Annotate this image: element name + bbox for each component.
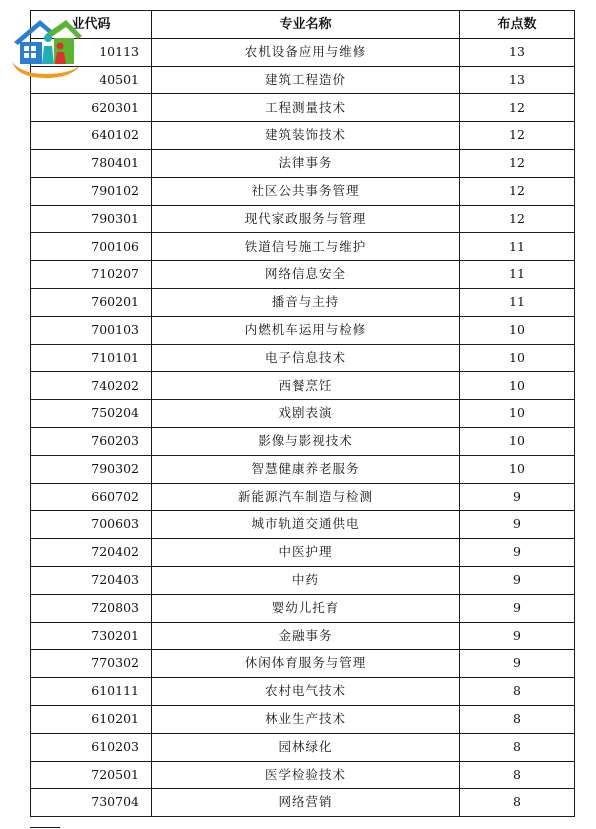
name-cell: 智慧健康养老服务 (152, 455, 460, 483)
code-cell: 620301 (31, 94, 152, 122)
count-cell: 8 (460, 705, 575, 733)
table-row (31, 705, 575, 733)
table-row (31, 66, 575, 94)
name-cell: 网络营销 (152, 789, 460, 817)
code-cell: 780401 (31, 149, 152, 177)
count-cell: 9 (460, 511, 575, 539)
code-cell: 720403 (31, 566, 152, 594)
table-row (31, 94, 575, 122)
count-cell: 11 (460, 233, 575, 261)
name-cell: 电子信息技术 (152, 344, 460, 372)
count-cell: 9 (460, 594, 575, 622)
count-cell: 8 (460, 678, 575, 706)
name-cell: 中药 (152, 566, 460, 594)
code-cell: 700103 (31, 316, 152, 344)
header-count: 布点数 (460, 11, 575, 39)
name-cell: 城市轨道交通供电 (152, 511, 460, 539)
table-row (31, 205, 575, 233)
name-cell: 建筑装饰技术 (152, 122, 460, 150)
table-row (31, 149, 575, 177)
count-cell: 8 (460, 733, 575, 761)
count-cell: 11 (460, 261, 575, 289)
code-cell: 610203 (31, 733, 152, 761)
count-cell: 13 (460, 66, 575, 94)
count-cell: 9 (460, 483, 575, 511)
name-cell: 影像与影视技术 (152, 427, 460, 455)
name-cell: 内燃机车运用与检修 (152, 316, 460, 344)
code-cell: 700603 (31, 511, 152, 539)
name-cell: 工程测量技术 (152, 94, 460, 122)
name-cell: 社区公共事务管理 (152, 177, 460, 205)
table-body (31, 38, 575, 816)
code-cell: 760203 (31, 427, 152, 455)
code-cell: 710101 (31, 344, 152, 372)
code-cell: 790302 (31, 455, 152, 483)
table-row (31, 622, 575, 650)
table-row (31, 122, 575, 150)
code-cell: 610201 (31, 705, 152, 733)
code-cell: 730201 (31, 622, 152, 650)
code-cell: 720803 (31, 594, 152, 622)
name-cell: 铁道信号施工与维护 (152, 233, 460, 261)
table-row (31, 400, 575, 428)
table-row (31, 594, 575, 622)
table-row (31, 650, 575, 678)
name-cell: 金融事务 (152, 622, 460, 650)
name-cell: 园林绿化 (152, 733, 460, 761)
code-cell: 720402 (31, 539, 152, 567)
table-row (31, 678, 575, 706)
code-cell: 710207 (31, 261, 152, 289)
count-cell: 8 (460, 789, 575, 817)
name-cell: 农机设备应用与维修 (152, 38, 460, 66)
header-name: 专业名称 (152, 11, 460, 39)
table-row (31, 344, 575, 372)
code-cell: 790102 (31, 177, 152, 205)
table-row (31, 761, 575, 789)
house-family-logo-icon (8, 12, 84, 82)
name-cell: 法律事务 (152, 149, 460, 177)
code-cell: 750204 (31, 400, 152, 428)
count-cell: 12 (460, 122, 575, 150)
name-cell: 播音与主持 (152, 288, 460, 316)
table-row (31, 372, 575, 400)
table-row (31, 483, 575, 511)
code-cell: 610111 (31, 678, 152, 706)
count-cell: 10 (460, 427, 575, 455)
code-cell: 760201 (31, 288, 152, 316)
name-cell: 休闲体育服务与管理 (152, 650, 460, 678)
code-cell: 660702 (31, 483, 152, 511)
count-cell: 9 (460, 539, 575, 567)
count-cell: 10 (460, 344, 575, 372)
header-code: 业代码 (31, 11, 152, 39)
code-cell: 40501 (31, 66, 152, 94)
count-cell: 9 (460, 566, 575, 594)
name-cell: 中医护理 (152, 539, 460, 567)
majors-table (30, 10, 575, 817)
name-cell: 林业生产技术 (152, 705, 460, 733)
name-cell: 西餐烹饪 (152, 372, 460, 400)
table-row (31, 38, 575, 66)
name-cell: 建筑工程造价 (152, 66, 460, 94)
count-cell: 11 (460, 288, 575, 316)
name-cell: 戏剧表演 (152, 400, 460, 428)
code-cell: 10113 (31, 38, 152, 66)
code-cell: 640102 (31, 122, 152, 150)
table-row (31, 177, 575, 205)
table-row (31, 316, 575, 344)
count-cell: 13 (460, 38, 575, 66)
table-row (31, 233, 575, 261)
table-row (31, 539, 575, 567)
code-cell: 740202 (31, 372, 152, 400)
count-cell: 10 (460, 455, 575, 483)
count-cell: 12 (460, 177, 575, 205)
table-row (31, 733, 575, 761)
table-row (31, 789, 575, 817)
table-row (31, 511, 575, 539)
code-cell: 770302 (31, 650, 152, 678)
code-cell: 730704 (31, 789, 152, 817)
code-cell: 720501 (31, 761, 152, 789)
table-row (31, 288, 575, 316)
table-header-row (31, 11, 575, 39)
count-cell: 12 (460, 94, 575, 122)
count-cell: 12 (460, 149, 575, 177)
count-cell: 10 (460, 372, 575, 400)
count-cell: 10 (460, 316, 575, 344)
table-row (31, 455, 575, 483)
next-page-table-edge (30, 827, 60, 828)
name-cell: 农村电气技术 (152, 678, 460, 706)
name-cell: 现代家政服务与管理 (152, 205, 460, 233)
count-cell: 8 (460, 761, 575, 789)
name-cell: 医学检验技术 (152, 761, 460, 789)
count-cell: 9 (460, 650, 575, 678)
count-cell: 9 (460, 622, 575, 650)
count-cell: 12 (460, 205, 575, 233)
name-cell: 婴幼儿托育 (152, 594, 460, 622)
table-row (31, 427, 575, 455)
table-row (31, 261, 575, 289)
table-row (31, 566, 575, 594)
code-cell: 790301 (31, 205, 152, 233)
name-cell: 网络信息安全 (152, 261, 460, 289)
code-cell: 700106 (31, 233, 152, 261)
name-cell: 新能源汽车制造与检测 (152, 483, 460, 511)
count-cell: 10 (460, 400, 575, 428)
